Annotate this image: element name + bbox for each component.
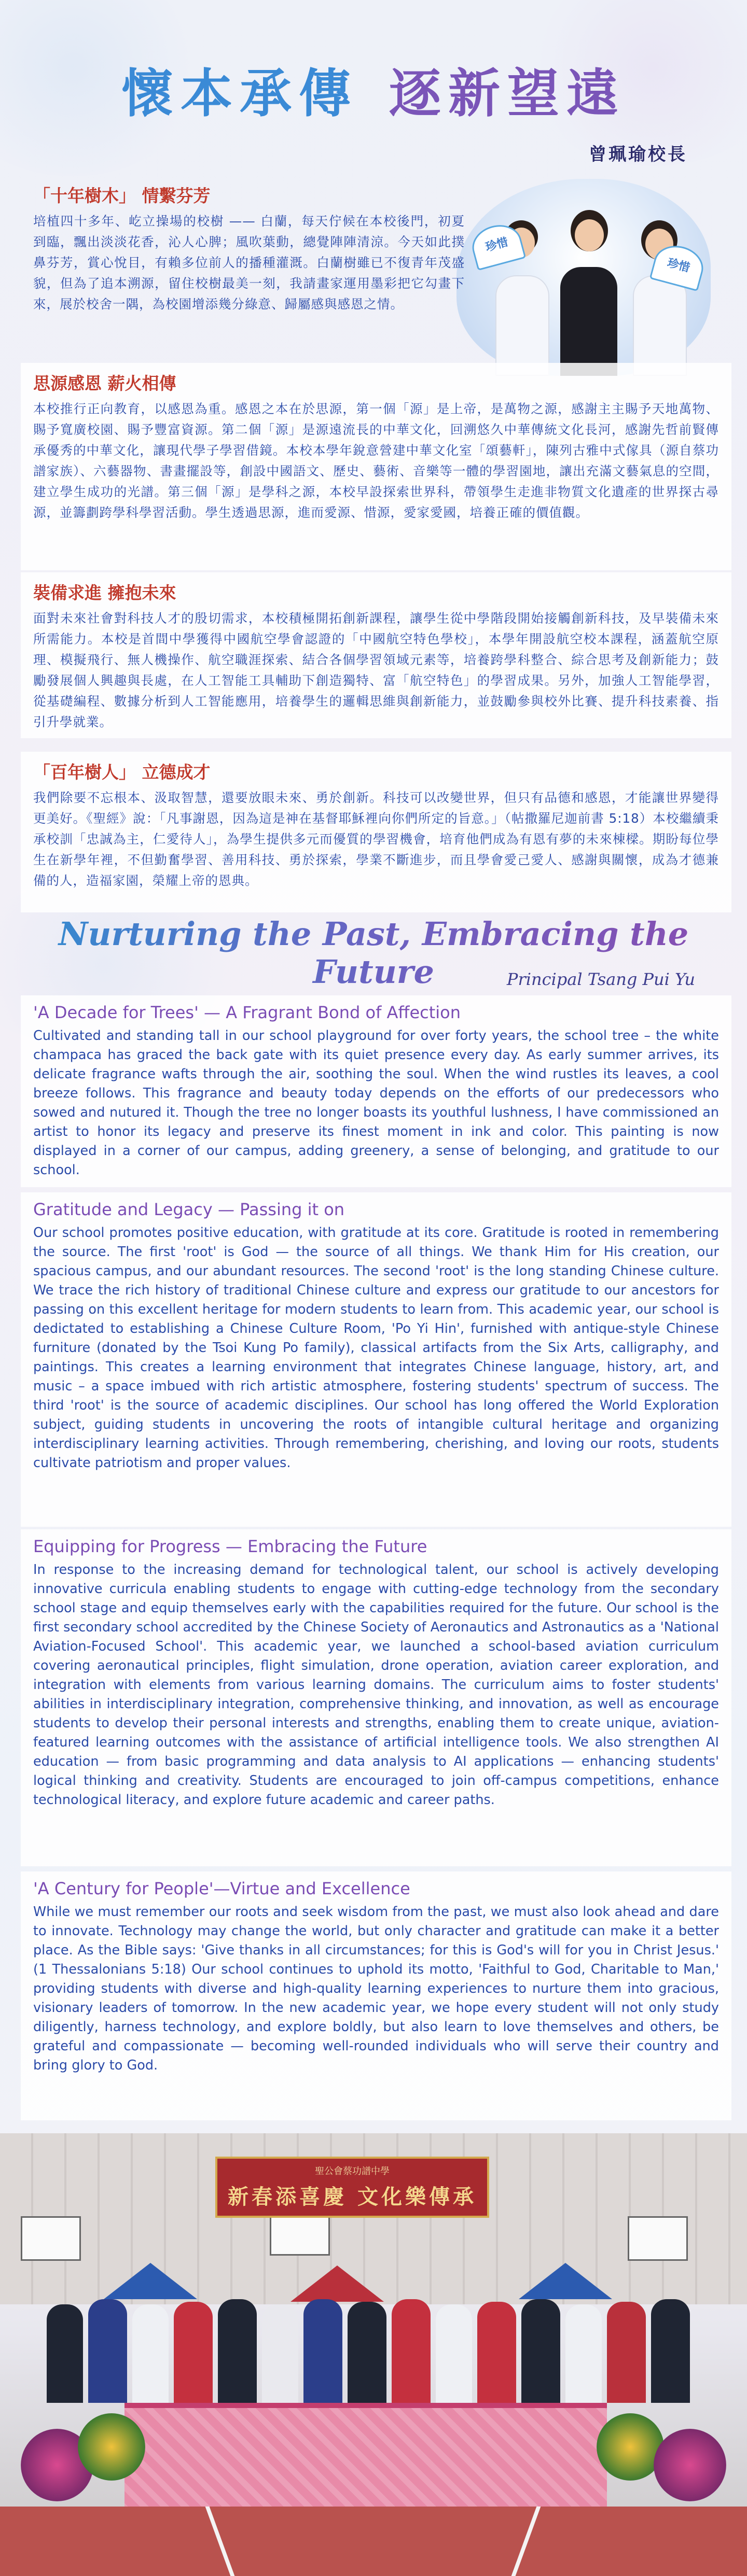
basketball-hoop (628, 2216, 688, 2261)
en-section-decade-trees (21, 995, 731, 1187)
person (174, 2302, 213, 2403)
section-body: In response to the increasing demand for technological talent, our school is actively developing innovative curricula enabling students to engage with cutting-edge technology from the secondary school stage and equip themselves early with the capabilities required for the future. Our school is the first secondary school accredited by the Chinese Society of Aeronautics and Astronautics as a 'National Aviation-Focused School'. This academic year, we launched a school-based aviation curriculum covering aeronautical principles, flight simulation, drone operation, aviation career exploration, and integration with elements from various learning domains. The curriculum aims to foster students' abilities in interdisciplinary integration, comprehensive thinking, and innovation, as well as encourage students to develop their personal interests and strengths, enabling them to create unique, aviation-featured learning outcomes with the assistance of artificial intelligence tools. We also strengthen AI education — from basic programming and data analysis to AI applications — enhancing students' logical thinking and creativity. Students are encouraged to join off-campus competitions, enhance technological literacy, and explore future academic and career paths. (33, 1562, 719, 1808)
person (303, 2299, 342, 2403)
person (521, 2299, 560, 2403)
page-title-english: Nurturing the Past, Embracing the Future (0, 915, 747, 991)
person (477, 2302, 516, 2403)
section-heading: 裝備求進 擁抱未來 (33, 583, 176, 603)
section-body: While we must remember our roots and seek wisdom from the past, we must also look ahead and dare to innovate. Technology may change the world, but only character and gratitude can make it a better place. As the Bible says: 'Give thanks in all circumstances; for this is God's will for you in Christ Jesus.' (1 Thessalonians 5:18) Our school continues to uphold its motto, 'Faithful to God, Charitable to Man,' providing students with diverse and high-quality learning experiences to nurture them into gracious, visionary leaders of tomorrow. In the new academic year, we hope every student will not only study diligently, harness technology, and explore boldly, but also learn to love themselves and others, be grateful and compassionate — becoming well-rounded individuals who will serve their country and bring glory to God. (33, 1904, 719, 2073)
page-title-chinese (0, 52, 747, 126)
tent (290, 2265, 384, 2302)
principal-figure (550, 210, 628, 376)
decorated-table (125, 2403, 607, 2512)
fan-sign-left: 珍惜 (468, 220, 526, 271)
student-figure (622, 220, 695, 376)
section-heading: Equipping for Progress — Embracing the Future (33, 1537, 427, 1556)
section-heading: 「十年樹木」 情繫芬芳 (33, 186, 211, 206)
person (218, 2299, 257, 2403)
section-heading: 「百年樹人」 立德成才 (33, 762, 211, 782)
en-section-century (21, 1871, 731, 2120)
section-body: 面對未來社會對科技人才的殷切需求，本校積極開拓創新課程，讓學生從中學階段開始接觸創新科技，及早裝備未來所需能力。本校是首間中學獲得中國航空學會認證的「中國航空特色學校」，本學年開設航空校本課程，涵蓋航空原理、模擬飛行、無人機操作、航空職涯探索、結合各個學習領域元素等，培養跨學科整合、綜合思考及創新能力；鼓勵發展個人興趣與長處，在人工智能工具輔助下創造獨特、富「航空特色」的學習成果。另外，加強人工智能學習，從基礎編程、數據分析到人工智能應用，培養學生的邏輯思維與創新能力，並鼓勵參與校外比賽、提升科技素養、指引升學就業。 (33, 611, 719, 729)
event-photo (0, 2133, 747, 2576)
person (651, 2299, 690, 2403)
title-part-2: 逐新望遠 (389, 63, 626, 124)
person (348, 2302, 386, 2403)
flower-pot (78, 2413, 145, 2481)
zh-section-gratitude (21, 363, 731, 570)
title-part-1: 懷本承傳 (121, 63, 358, 124)
flower-pot (654, 2429, 726, 2501)
fan-sign-right: 珍惜 (649, 241, 708, 291)
en-section-gratitude (21, 1192, 731, 1527)
person (262, 2304, 298, 2403)
section-body: 本校推行正向教育，以感恩為重。感恩之本在於思源，第一個「源」是上帝，是萬物之源，感謝主主賜予天地萬物、賜予寬廣校園、賜予豐富資源。第二個「源」是源遠流長的中華文化，回溯悠久中華傳統文化長河，感謝先哲前賢傳承優秀的中華文化，讓現代學子學習借鏡。本校本學年銳意營建中華文化室「頌藝軒」，陳列古雅中式傢具（源自蔡功譜家族）、六藝器物、書畫擺設等，創設中國語文、歷史、藝術、音樂等一體的學習園地，讓出充滿文藝氣息的空間，建立學生成功的光譜。第三個「源」是學科之源，本校早設探索世界科，帶領學生走進非物質文化遺產的世界探古尋源，並籌劃跨學科學習活動。學生透過思源，進而愛源、惜源，愛家愛國，培養正確的價值觀。 (33, 401, 719, 520)
section-body: Our school promotes positive education, with gratitude at its core. Gratitude is rooted in remembering the source. The first 'root' is God — the source of all things. We thank Him for His creation, our spacious campus, and our abundant resources. The second 'root' is the long standing Chinese culture. We trace the rich history of traditional Chinese culture and express our gratitude to our ancestors for passing on this excellent heritage for modern students to learn from. This academic year, our school is dedictated to establishing a Chinese Culture Room, 'Po Yi Hin', furnished with antique-style Chinese furniture (donated by the Tsoi Kung Po family), classical artifacts from the Six Arts, calligraphy, and paintings. This creates a learning environment that integrates Chinese language, history, art, and music – a space imbued with rich artistic atmosphere, fostering students' spectrum of success. The third 'root' is the source of academic disciplines. Our school has long offered the World Exploration subject, guiding students in uncovering the roots of intangible cultural heritage and organizing interdisciplinary learning activities. Through remembering, cherishing, and loving our roots, students cultivate patriotism and proper values. (33, 1225, 719, 1471)
zh-section-decade-trees (21, 175, 477, 346)
court-floor (0, 2507, 747, 2576)
person (436, 2304, 472, 2403)
section-heading: 'A Decade for Trees' — A Fragrant Bond of Affection (33, 1003, 461, 1022)
person (607, 2302, 646, 2403)
en-section-equipping (21, 1529, 731, 1866)
person (132, 2304, 169, 2403)
section-heading: 思源感恩 薪火相傳 (33, 373, 176, 393)
tent (104, 2263, 197, 2299)
section-heading: 'A Century for People'—Virtue and Excellence (33, 1879, 410, 1898)
author-english: Principal Tsang Pui Yu (506, 969, 695, 989)
event-banner (215, 2157, 489, 2218)
author-chinese: 曾珮瑜校長 (589, 144, 687, 165)
tent (519, 2263, 612, 2299)
basketball-hoop (21, 2216, 81, 2261)
person (565, 2304, 602, 2403)
section-heading: Gratitude and Legacy — Passing it on (33, 1200, 345, 1219)
section-body: 培植四十多年、屹立操場的校樹 —— 白蘭，每天佇候在本校後門，初夏到臨，飄出淡淡花香，沁人心脾；風吹葉動，總覺陣陣清涼。今天如此撲鼻芬芳，賞心悅目，有賴多位前人的播種灌溉。白蘭樹雖已不復青年茂盛貌，但為了追本溯源，留住校樹最美一刻，我請畫家運用墨彩把它勾畫下來，展於校舍一隅，為校園增添幾分綠意、歸屬感與感恩之情。 (33, 214, 465, 312)
section-body: Cultivated and standing tall in our school playground for over forty years, the school tree – the white champaca has graced the back gate with its quiet presence every day. As early summer arrives, its delicate fragrance wafts through the air, soothing the soul. When the wind rustles its leaves, a cool breeze follows. This fragrance and beauty today depends on the efforts of our predecessors who sowed and nutured it. Though the tree no longer boasts its youthful lushness, I have commissioned an artist to honor its legacy and preserve its finest moment in ink and color. This painting is now displayed in a corner of our campus, adding greenery, a sense of belonging, and gratitude to our school. (33, 1028, 719, 1178)
person (392, 2299, 431, 2403)
banner-slogan: 新春添喜慶 文化樂傳承 (228, 2185, 477, 2209)
principal-photo (457, 179, 711, 376)
zh-section-equipping (21, 572, 731, 738)
person (47, 2304, 83, 2403)
person (88, 2299, 127, 2403)
section-body: 我們除要不忘根本、汲取智慧，還要放眼未來、勇於創新。科技可以改變世界，但只有品德和感恩，才能讓世界變得更美好。《聖經》說：「凡事謝恩，因為這是神在基督耶穌裡向你們所定的旨意。」（帖撒羅尼迦前書 5:18）本校繼續秉承校訓「忠誠為主，仁愛待人」，為學生提供多元而優質的學習機會，培育他們成為有恩有夢的未來棟樑。期盼每位學生在新學年裡，不但勤奮學習、善用科技、勇於探索，學業不斷進步，而且學會愛己愛人、感謝與關懷，成為才德兼備的人，造福家園，榮耀上帝的恩典。 (33, 790, 719, 888)
zh-section-century (21, 752, 731, 912)
banner-school-name: 聖公會蔡功譜中學 (315, 2166, 390, 2177)
